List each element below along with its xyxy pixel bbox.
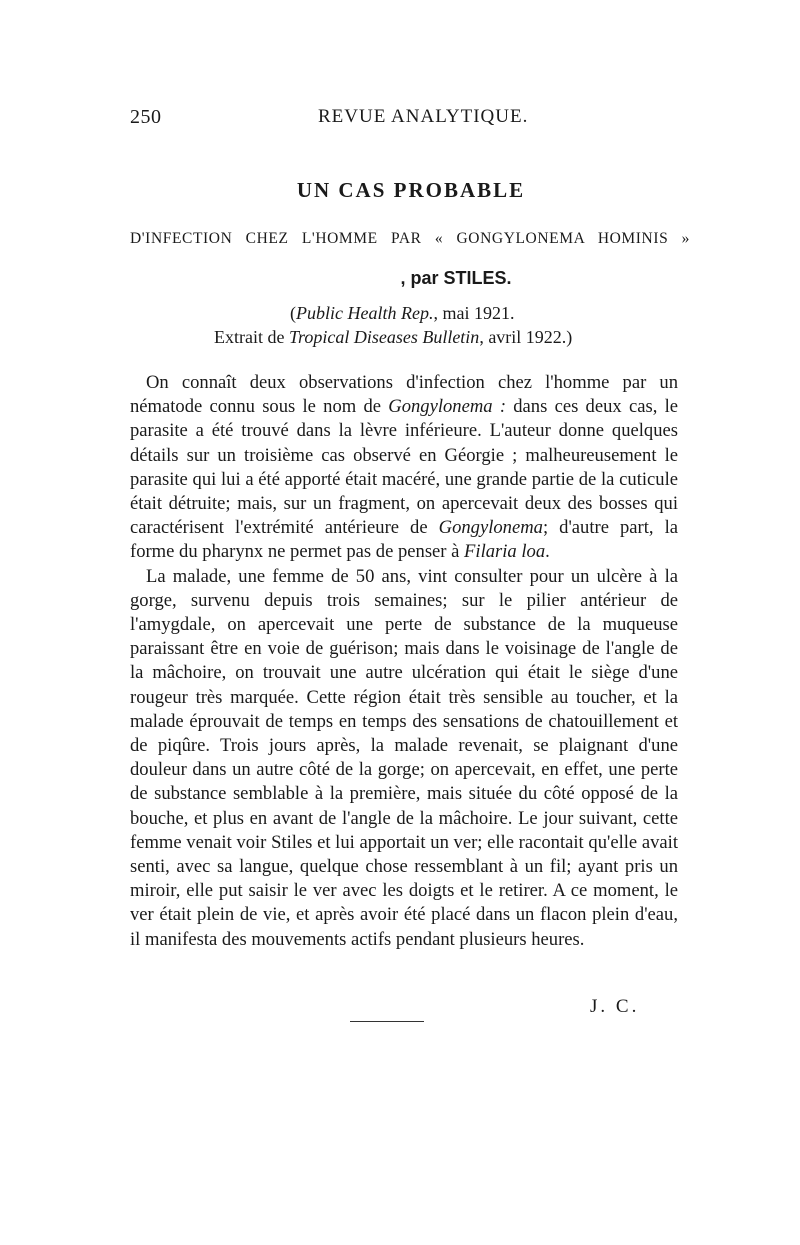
paragraph-1-italic-2: Gongylonema bbox=[438, 517, 543, 539]
paragraph-1-italic-3: Filaria loa bbox=[464, 541, 546, 563]
article-subtitle: D'INFECTION CHEZ L'HOMME PAR « GONGYLONEMA HOMINIS » bbox=[130, 230, 690, 247]
paragraph-1-part-3: ; d'autre part, la forme du pharynx ne permet pas de penser à bbox=[130, 517, 678, 563]
paragraph-2: La malade, une femme de 50 ans, vint consulter pour un ulcère à la gorge, survenu depuis trois semaines; sur le pilier antérieur de l'amygdale, on apercevait une perte de substance de la muqueuse paraissant être en voie de guérison; mais dans le voisinage de l'angle de la mâchoire, on trouvait une autre ulcération qui était le siège d'une rougeur très marquée. Cette région était très sensible au toucher, et la malade éprouvait de temps en temps des sensations de chatouillement et de piqûre. Trois jours après, la malade revenait, se plaignant d'une douleur dans un autre côté de la gorge; on apercevait, en effet, une perte de substance semblable à la première, mais située du côté opposé de la bouche, et plus en avant de l'angle de la mâchoire. Le jour suivant, cette femme venait voir Stiles et lui apportait un ver; elle racontait qu'elle avait senti, avec sa langue, quelque chose ressemblant à un fil; ayant pris un miroir, elle put saisir le ver avec les doigts et le retirer. A ce moment, le ver était plein de vie, et après avoir été placé dans un flacon plein d'eau, il manifesta des mouvements actifs pendant plusieurs heures. bbox=[130, 565, 678, 950]
end-rule bbox=[350, 1021, 424, 1022]
source-date-2: , avril 1922.) bbox=[479, 327, 573, 347]
article-title: UN CAS PROBABLE bbox=[296, 178, 526, 202]
paragraph-1-part-1: On connaît deux observations d'infection chez l'homme par un nématode connu sous le nom de bbox=[130, 372, 678, 418]
paragraph-1-part-2: dans ces deux cas, le parasite a été trouvé dans la lèvre inférieure. L'auteur donne quelques détails sur un troisième cas observé en Géorgie ; malheureusement le parasite qui lui a été apporté était macéré, une grande partie de la cuticule était détruite; mais, sur un fragment, on apercevait deux des bosses qui caractérisent l'extrémité antérieure de bbox=[130, 396, 678, 539]
paragraph-1-italic-1: Gongylonema : bbox=[388, 396, 507, 418]
running-header bbox=[130, 106, 676, 136]
page-number: 250 bbox=[130, 106, 162, 128]
running-title: REVUE ANALYTIQUE. bbox=[318, 106, 529, 127]
article-body bbox=[130, 371, 678, 952]
paragraph-1 bbox=[130, 371, 678, 565]
source-journal-1: Public Health Rep. bbox=[296, 303, 434, 323]
source-prefix-2: Extrait de bbox=[214, 327, 289, 347]
source-citation-line-2 bbox=[0, 327, 800, 348]
author-signature: J. C. bbox=[590, 996, 640, 1017]
source-open-paren: ( bbox=[290, 303, 296, 323]
source-citation-line-1 bbox=[0, 303, 800, 324]
source-journal-2: Tropical Diseases Bulletin bbox=[288, 327, 480, 347]
author-line: , par STILES. bbox=[400, 268, 512, 288]
paragraph-1-part-4: . bbox=[545, 541, 550, 563]
source-date-1: , mai 1921. bbox=[433, 303, 515, 323]
